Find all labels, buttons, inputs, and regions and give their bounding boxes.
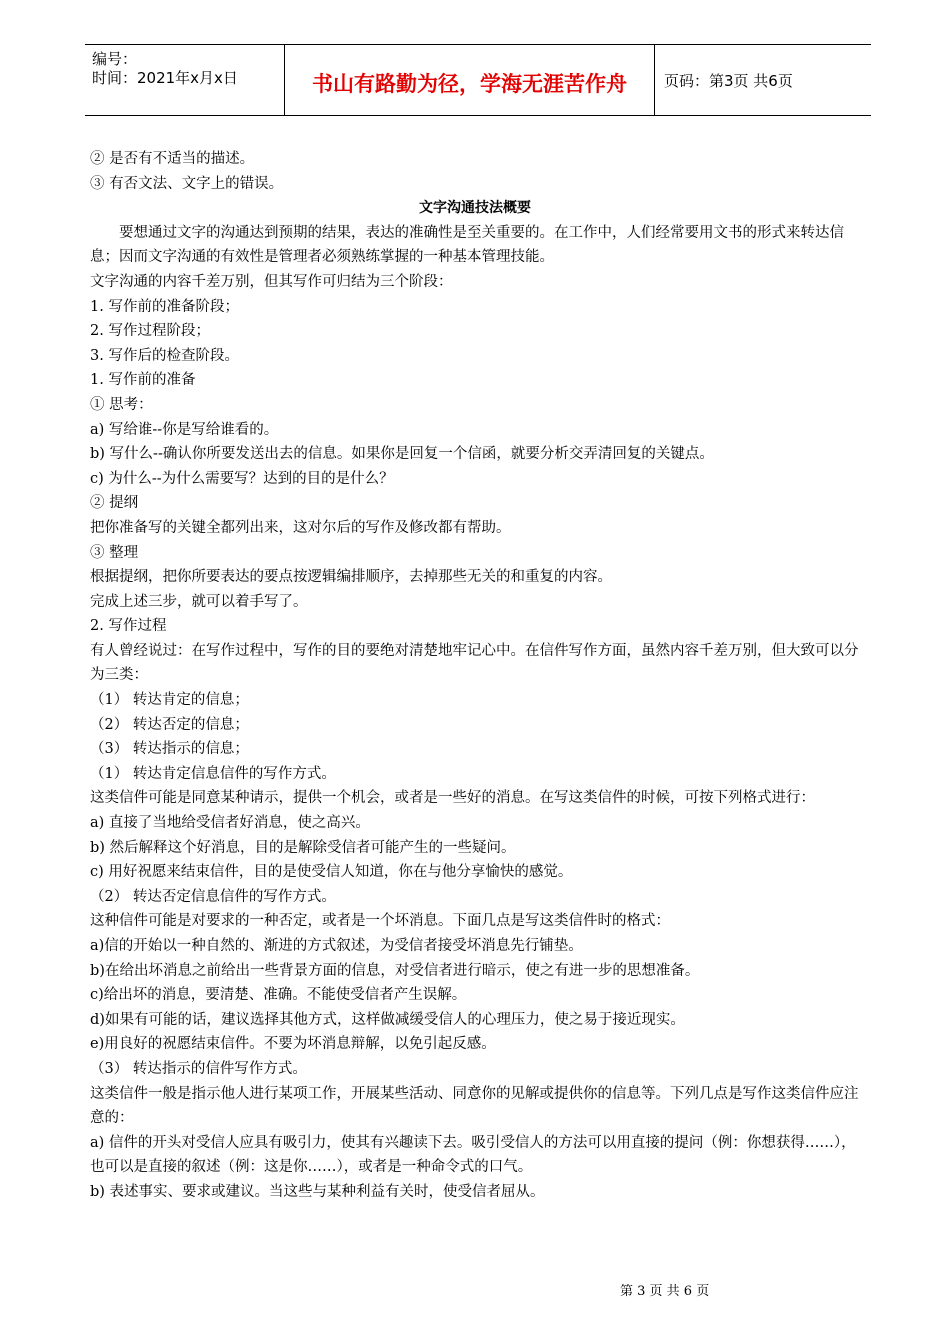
paragraph: e)用良好的祝愿结束信件。不要为坏消息辩解，以免引起反感。	[90, 1036, 496, 1053]
document-number-label: 编号：	[92, 50, 138, 68]
paragraph: （2） 转达否定的信息；	[90, 716, 249, 733]
paragraph: 3. 写作后的检查阶段。	[90, 347, 239, 364]
paragraph: b) 写什么--确认你所要发送出去的信息。如果你是回复一个信函，就要分析交弄清回复的关键点。	[90, 446, 714, 463]
paragraph: 这类信件可能是同意某种请示，提供一个机会，或者是一些好的消息。在写这类信件的时候，可按下列格式进行：	[90, 790, 815, 807]
paragraph: ① 思考：	[90, 396, 153, 413]
paragraph: （2） 转达否定信息信件的写作方式。	[90, 888, 336, 905]
paragraph: 把你准备写的关键全都列出来，这对尔后的写作及修改都有帮助。	[90, 519, 511, 536]
paragraph: ② 是否有不适当的描述。	[90, 151, 255, 167]
paragraph: 完成上述三步，就可以着手写了。	[90, 593, 308, 610]
paragraph: ③ 有否文法、文字上的错误。	[90, 175, 284, 192]
header-motto: 书山有路勤为径，学海无涯苦作舟	[285, 45, 655, 115]
paragraph: 这种信件可能是对要求的一种否定，或者是一个坏消息。下面几点是写这类信件时的格式：	[90, 913, 670, 930]
paragraph: （3） 转达指示的信息；	[90, 741, 249, 758]
paragraph: b) 表述事实、要求或建议。当这些与某种利益有关时，使受信者屈从。	[90, 1183, 545, 1200]
paragraph: ② 提纲	[90, 495, 139, 512]
paragraph: c) 用好祝愿来结束信件，目的是使受信人知道，你在与他分享愉快的感觉。	[90, 864, 573, 881]
paragraph: （1） 转达肯定的信息；	[90, 692, 249, 709]
paragraph: 这类信件一般是指示他人进行某项工作，开展某些活动、同意你的见解或提供你的信息等。下列几点是写作这类信件应注意的：	[90, 1085, 859, 1127]
paragraph: （1） 转达肯定信息信件的写作方式。	[90, 765, 336, 782]
paragraph: b) 然后解释这个好消息，目的是解除受信者可能产生的一些疑问。	[90, 839, 516, 856]
footer-page-number: 第 3 页 共 6 页	[620, 1284, 710, 1299]
section-title: 文字沟通技法概要	[419, 200, 531, 217]
paragraph: 文字沟通的内容千差万别，但其写作可归结为三个阶段：	[90, 273, 453, 290]
paragraph: 1. 写作前的准备阶段；	[90, 298, 239, 315]
paragraph: 1. 写作前的准备	[90, 372, 196, 389]
paragraph: c)给出坏的消息，要清楚、准确。不能使受信者产生误解。	[90, 987, 467, 1004]
paragraph: 根据提纲，把你所要表达的要点按逻辑编排顺序，去掉那些无关的和重复的内容。	[90, 569, 612, 586]
paragraph: 要想通过文字的沟通达到预期的结果，表达的准确性是至关重要的。在工作中，人们经常要用文书的形式来转达信息；因而文字沟通的有效性是管理者必须熟练掌握的一种基本管理技能。	[90, 224, 844, 266]
paragraph: （3） 转达指示的信件写作方式。	[90, 1060, 307, 1077]
page-header	[85, 44, 871, 116]
document-body	[90, 147, 860, 1205]
paragraph: b)在给出坏消息之前给出一些背景方面的信息，对受信者进行暗示，使之有进一步的思想准备。	[90, 962, 700, 979]
paragraph: ③ 整理	[90, 544, 139, 561]
header-meta	[85, 45, 285, 115]
paragraph: c) 为什么--为什么需要写？达到的目的是什么？	[90, 470, 394, 487]
paragraph: d)如果有可能的话，建议选择其他方式，这样做减缓受信人的心理压力，使之易于接近现实。	[90, 1011, 685, 1028]
paragraph: a)信的开始以一种自然的、渐进的方式叙述，为受信者接受坏消息先行铺垫。	[90, 938, 583, 954]
paragraph: a) 直接了当地给受信者好消息，使之高兴。	[90, 815, 370, 832]
paragraph: a) 信件的开头对受信人应具有吸引力，使其有兴趣读下去。吸引受信人的方法可以用直接的提问（例：你想获得……），也可以是直接的叙述（例：这是你……），或者是一种命令式的口气。	[90, 1134, 856, 1176]
document-time-label: 时间：2021年x月x日	[92, 69, 238, 87]
paragraph: a) 写给谁--你是写给谁看的。	[90, 421, 279, 438]
paragraph: 有人曾经说过：在写作过程中，写作的目的要绝对清楚地牢记心中。在信件写作方面，虽然内容千差万别，但大致可以分为三类：	[90, 642, 859, 684]
header-page-number: 页码：第3页 共6页	[664, 71, 793, 90]
paragraph: 2. 写作过程	[90, 618, 167, 635]
paragraph: 2. 写作过程阶段；	[90, 323, 210, 340]
